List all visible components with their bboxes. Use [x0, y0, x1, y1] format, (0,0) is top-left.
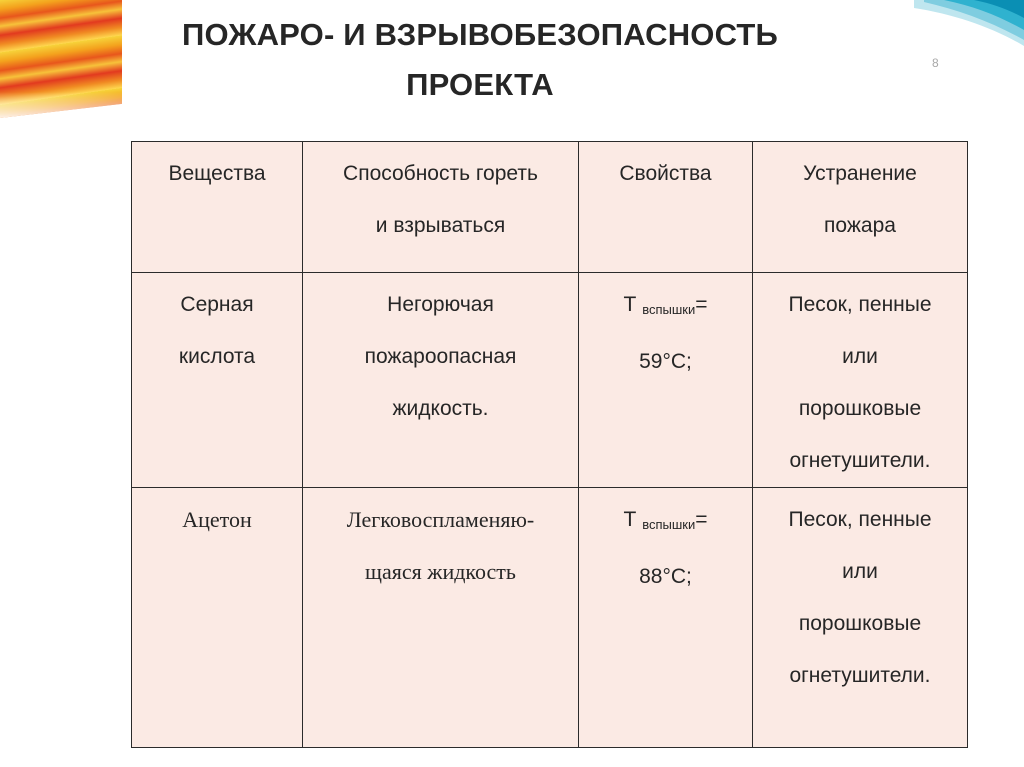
slide-title: [160, 10, 800, 110]
table-header-row: [132, 142, 968, 273]
subscript-flash: вспышки: [642, 302, 696, 317]
header-cell-properties: Свойства: [579, 142, 753, 273]
safety-table: [131, 141, 968, 748]
header-cell-extinguishing: Устранение пожара: [753, 142, 968, 273]
table-row: [132, 488, 968, 748]
corner-decoration-stripes: [0, 0, 122, 118]
table-row: [132, 273, 968, 488]
cell-substance: Серная кислота: [132, 273, 303, 488]
cell-extinguishing: Песок, пенные или порошковые огнетушители.: [753, 488, 968, 748]
header-cell-ability: Способность гореть и взрываться: [303, 142, 579, 273]
cell-ability: Легковоспламеняю- щаяся жидкость: [303, 488, 579, 748]
slide-title-line-1: ПОЖАРО- И ВЗРЫВОБЕЗОПАСНОСТЬ: [181, 17, 779, 52]
corner-decoration-teal: [914, 0, 1024, 46]
page-number: 8: [932, 56, 939, 70]
flash-point-value: 88°С;: [639, 565, 692, 588]
cell-properties: Т $_{вспышки}$= 59°С;: [579, 273, 753, 488]
subscript-flash: вспышки: [642, 517, 696, 532]
header-cell-substances: Вещества: [132, 142, 303, 273]
cell-extinguishing: Песок, пенные или порошковые огнетушители.: [753, 273, 968, 488]
slide-title-line-2: ПРОЕКТА: [406, 67, 554, 102]
cell-ability: Негорючая пожароопасная жидкость.: [303, 273, 579, 488]
flash-point-value: 59°С;: [639, 350, 692, 373]
cell-substance: Ацетон: [132, 488, 303, 748]
cell-properties: Т $_{вспышки}$= 88°С;: [579, 488, 753, 748]
